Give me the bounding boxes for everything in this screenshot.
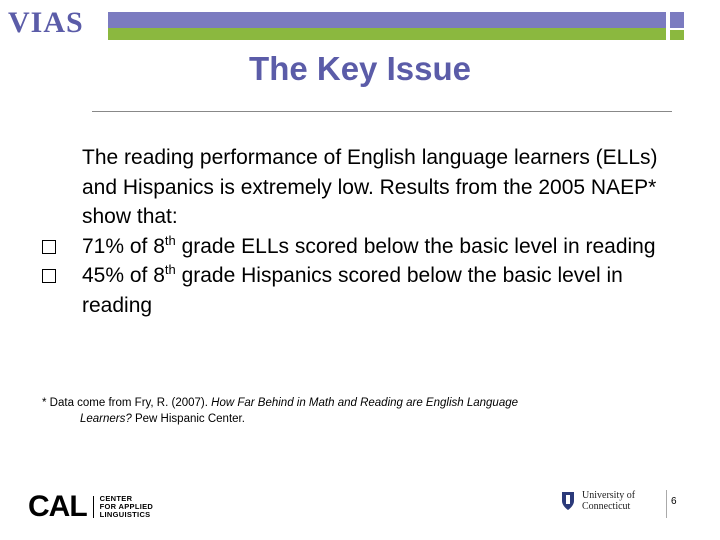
header-bar-green <box>108 28 666 40</box>
uconn-crest-icon <box>560 490 576 512</box>
page-number: 6 <box>671 496 677 507</box>
vias-logo: VIAS <box>8 6 84 39</box>
header-bar-purple <box>108 12 666 28</box>
cal-logo-divider <box>93 496 94 518</box>
cal-logo-words: CENTER FOR APPLIED LINGUISTICS <box>99 494 154 519</box>
header-square-green <box>670 30 684 40</box>
slide-body <box>82 143 692 320</box>
bullet-item: 71% of 8th grade ELLs scored below the basic level in reading <box>82 232 692 262</box>
header-square-purple <box>670 12 684 28</box>
uconn-logo <box>560 490 635 512</box>
square-bullet-icon <box>42 269 56 283</box>
uconn-wordmark: University of Connecticut <box>582 490 636 512</box>
footnote: * Data come from Fry, R. (2007). How Far Behind in Math and Reading are English Language Learners? Pew Hispanic Center. <box>42 397 519 425</box>
cal-logo <box>28 490 154 523</box>
slide-title: The Key Issue <box>249 50 471 87</box>
bullet-item: 45% of 8th grade Hispanics scored below the basic level in reading <box>82 261 692 320</box>
page-number-divider <box>666 490 667 518</box>
cal-logo-mark: CAL <box>28 490 87 523</box>
title-divider <box>92 111 672 112</box>
intro-paragraph: The reading performance of English language learners (ELLs) and Hispanics is extremely low. Results from the 2005 NAEP* show that: <box>82 146 658 228</box>
square-bullet-icon <box>42 240 56 254</box>
